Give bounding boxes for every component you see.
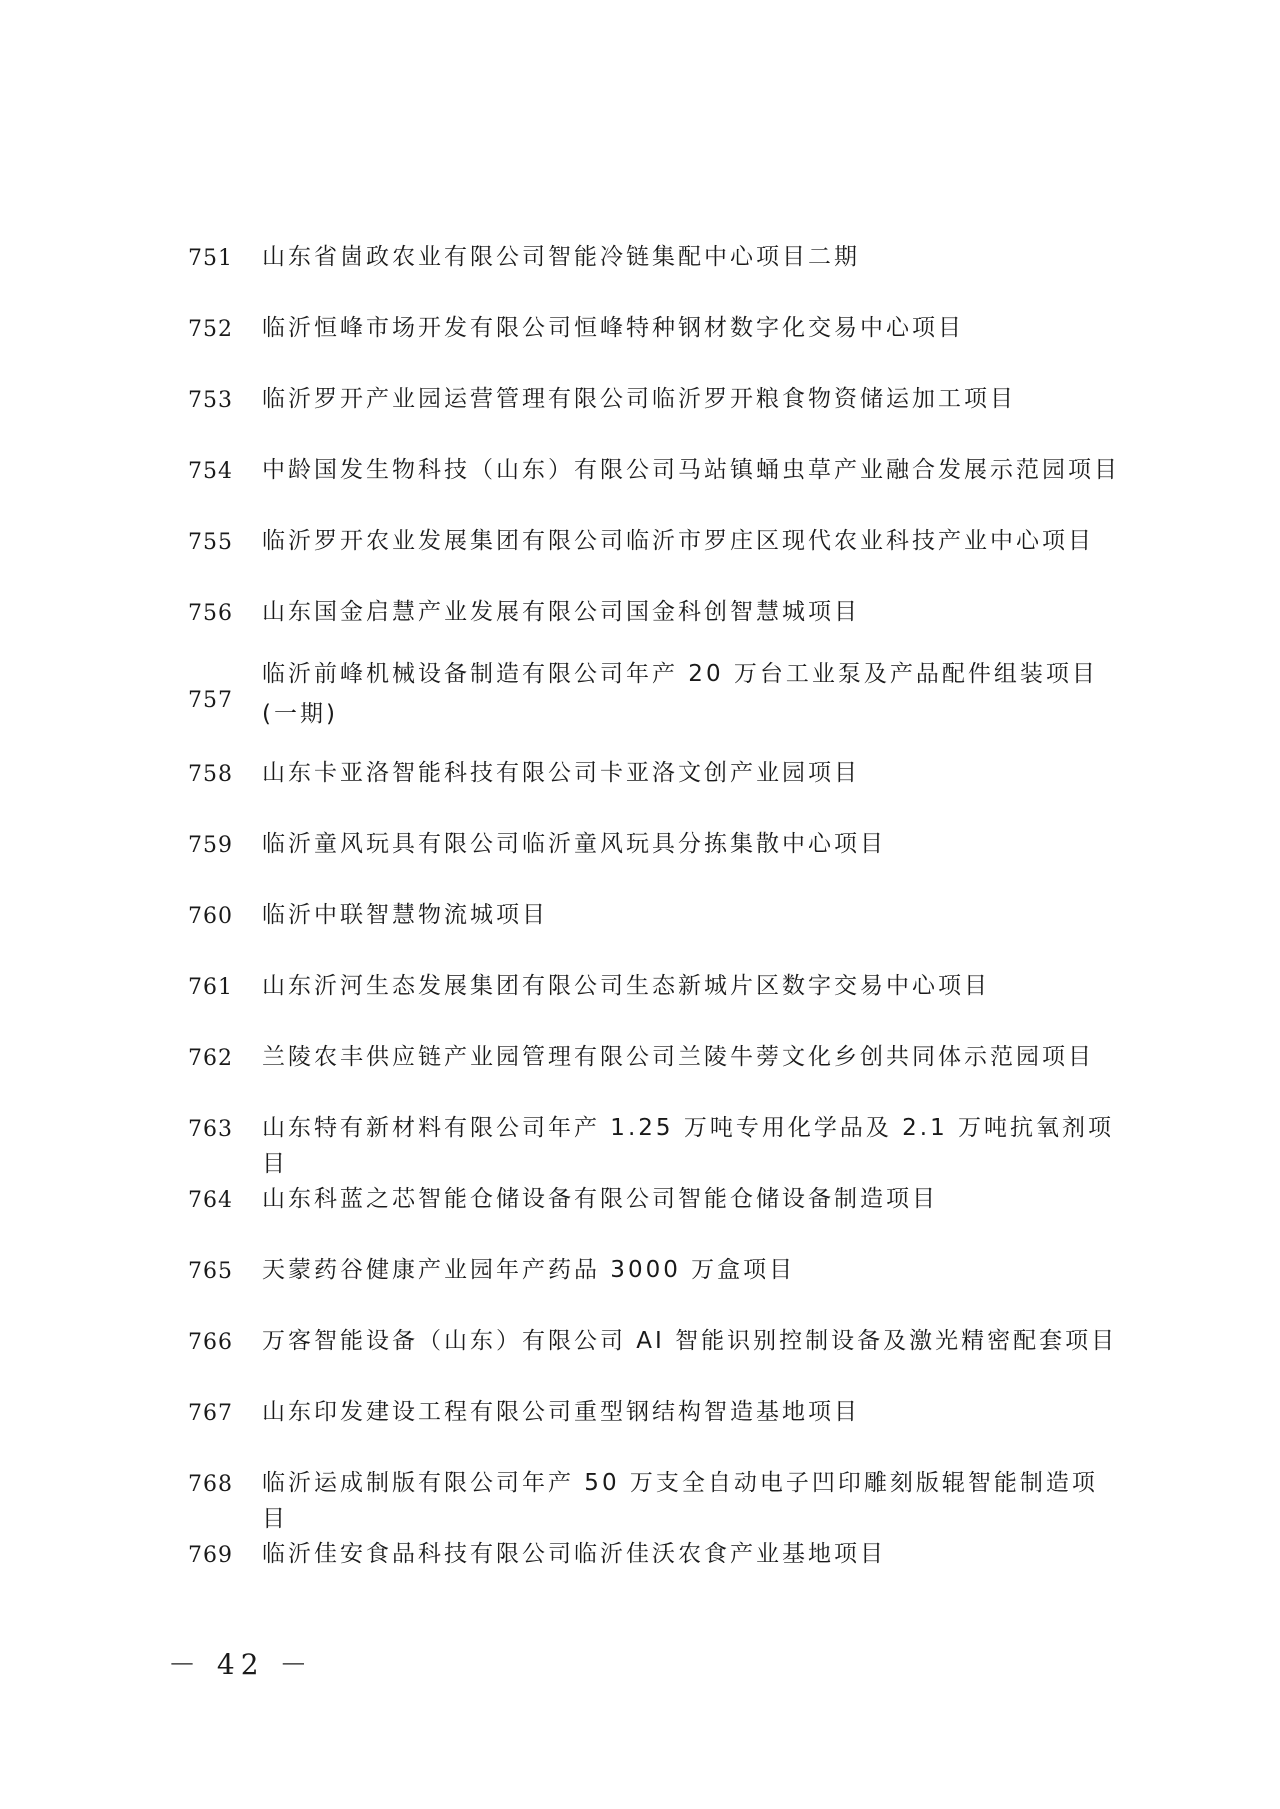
item-number: 768 [188, 1472, 233, 1497]
item-number: 753 [188, 388, 233, 413]
item-text: 临沂恒峰市场开发有限公司恒峰特种钢材数字化交易中心项目 [262, 315, 964, 341]
item-number: 760 [188, 904, 233, 929]
item-text: 山东沂河生态发展集团有限公司生态新城片区数字交易中心项目 [262, 973, 990, 999]
item-number: 756 [188, 601, 233, 626]
item-text: 临沂罗开产业园运营管理有限公司临沂罗开粮食物资储运加工项目 [262, 386, 1016, 412]
item-number: 762 [188, 1046, 233, 1071]
item-text: 万客智能设备（山东）有限公司 AI 智能识别控制设备及激光精密配套项目 [262, 1328, 1118, 1354]
item-text: 山东卡亚洛智能科技有限公司卡亚洛文创产业园项目 [262, 760, 860, 786]
item-number: 758 [188, 762, 233, 787]
item-number: 766 [188, 1330, 233, 1355]
item-number: 759 [188, 833, 233, 858]
item-text: 临沂佳安食品科技有限公司临沂佳沃农食产业基地项目 [262, 1541, 886, 1567]
item-number: 752 [188, 317, 233, 342]
item-text: 山东印发建设工程有限公司重型钢结构智造基地项目 [262, 1399, 860, 1425]
page-number: － 42 － [168, 1648, 314, 1681]
item-number: 763 [188, 1117, 233, 1142]
item-text: 中龄国发生物科技（山东）有限公司马站镇蛹虫草产业融合发展示范园项目 [262, 457, 1120, 483]
item-text: 山东省崮政农业有限公司智能冷链集配中心项目二期 [262, 244, 860, 270]
item-text: 山东国金启慧产业发展有限公司国金科创智慧城项目 [262, 599, 860, 625]
item-text: 山东科蓝之芯智能仓储设备有限公司智能仓储设备制造项目 [262, 1186, 938, 1212]
item-number: 764 [188, 1188, 233, 1213]
item-text: 山东特有新材料有限公司年产 1.25 万吨专用化学品及 2.1 万吨抗氧剂项目 [262, 1115, 1115, 1177]
item-number: 754 [188, 459, 233, 484]
item-number: 757 [188, 688, 233, 713]
item-number: 755 [188, 530, 233, 555]
item-text: 临沂前峰机械设备制造有限公司年产 20 万台工业泵及产品配件组装项目(一期) [262, 661, 1098, 727]
item-number: 769 [188, 1543, 233, 1568]
item-text: 临沂运成制版有限公司年产 50 万支全自动电子凹印雕刻版辊智能制造项目 [262, 1470, 1098, 1532]
item-text: 天蒙药谷健康产业园年产药品 3000 万盒项目 [262, 1257, 796, 1283]
item-number: 765 [188, 1259, 233, 1284]
item-text: 临沂中联智慧物流城项目 [262, 902, 548, 928]
item-text: 临沂童风玩具有限公司临沂童风玩具分拣集散中心项目 [262, 831, 886, 857]
item-number: 767 [188, 1401, 233, 1426]
item-number: 751 [188, 246, 233, 271]
item-text: 兰陵农丰供应链产业园管理有限公司兰陵牛蒡文化乡创共同体示范园项目 [262, 1044, 1094, 1070]
item-number: 761 [188, 975, 233, 1000]
item-text: 临沂罗开农业发展集团有限公司临沂市罗庄区现代农业科技产业中心项目 [262, 528, 1094, 554]
